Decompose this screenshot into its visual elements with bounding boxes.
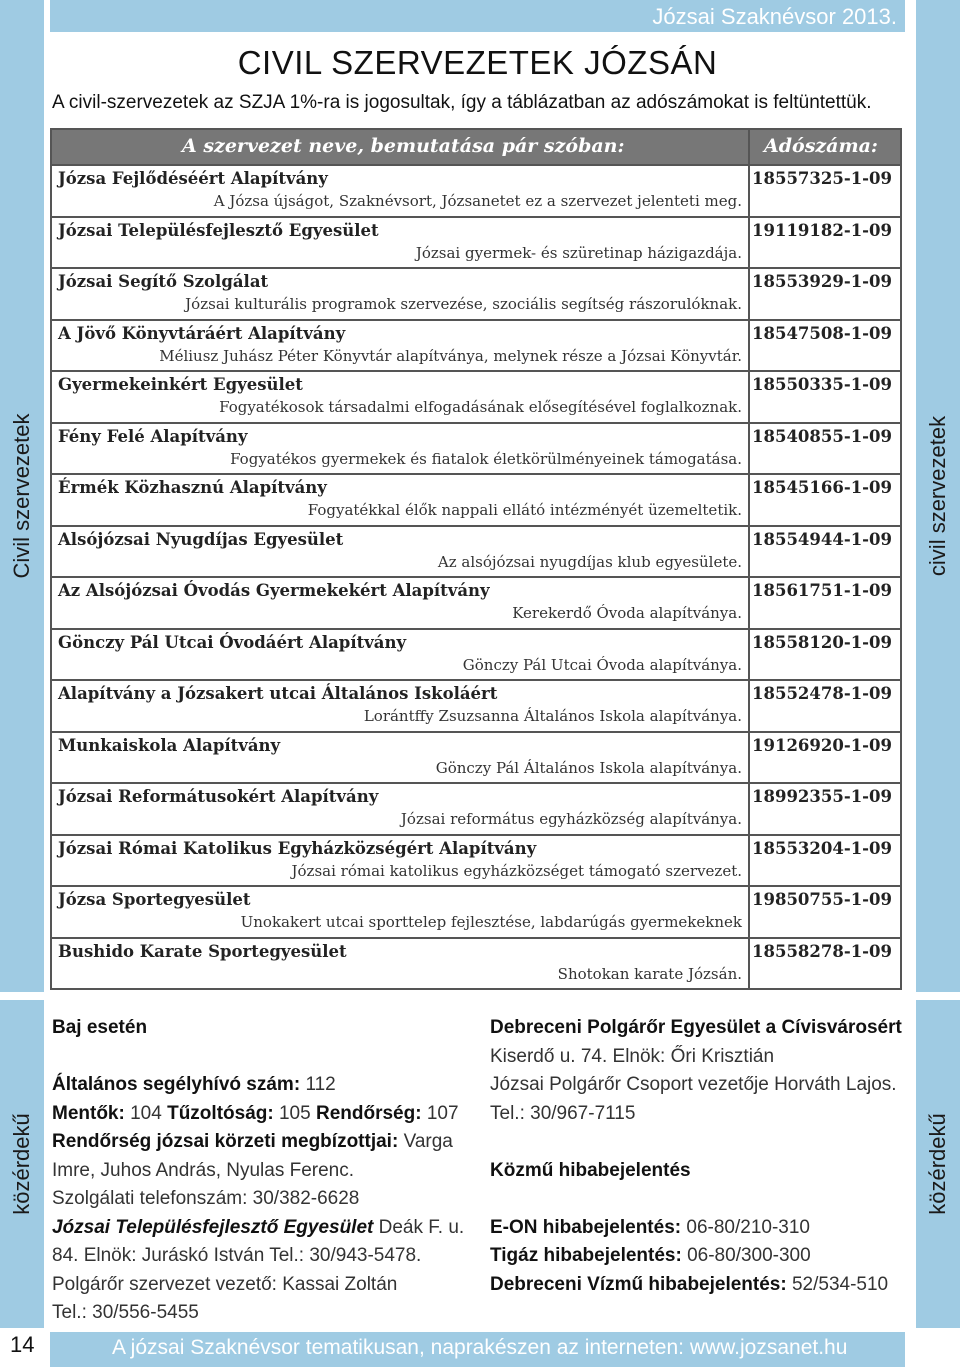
org-tax-number: 19850755-1-09 (752, 890, 892, 909)
org-description: Az alsójózsai nyugdíjas klub egyesülete. (437, 552, 742, 571)
org-tax-number: 19119182-1-09 (752, 220, 892, 240)
intro-text: A civil-szervezetek az SZJA 1%-ra is jogosultak, így a táblázatban az adószámokat is feltüntettük. (52, 92, 872, 113)
org-name: Gyermekeinkért Egyesület (58, 375, 303, 394)
service-phone: Szolgálati telefonszám: 30/382-6628 (52, 1188, 360, 1209)
org-description: Unokakert utcai sporttelep fejlesztése, labdarúgás gyermekeknek (240, 913, 742, 931)
org-tax-number: 18558278-1-09 (752, 941, 892, 961)
table-row (52, 267, 900, 319)
org-tax-number: 18550335-1-09 (752, 375, 892, 394)
table-row (52, 679, 900, 731)
table-row (52, 422, 900, 474)
left-bottom-tab (0, 1000, 44, 1328)
footer-text: A józsai Szaknévsor tematikusan, naprakészen az interneten: www.jozsanet.hu (112, 1336, 848, 1359)
table-row (52, 216, 900, 268)
tigaz-label: Tigáz hibabejelentés: (490, 1245, 682, 1266)
footer-band (50, 1332, 905, 1367)
org-description: Józsai római katolikus egyházközséget támogató szervezet. (291, 861, 742, 880)
left-bottom-tab-label: közérdekű (9, 1113, 34, 1215)
org-description: Fogyatékkal élők nappali ellátó intézményét üzemeltetik. (307, 501, 742, 519)
guard-org-address: Kiserdő u. 74. Elnök: Őri Krisztián (490, 1045, 775, 1067)
guard-org-name: Debreceni Polgárőr Egyesület a Cívisvárosért (490, 1017, 902, 1038)
table-row (52, 885, 900, 937)
right-side-tab-label: civil szervezetek (925, 415, 950, 577)
org-name: Józsai Segítő Szolgálat (58, 272, 269, 291)
org-description: Fogyatékos gyermekek és fiatalok életkörülményeinek támogatása. (230, 449, 742, 468)
emergency-heading: Baj esetén (52, 1017, 148, 1038)
column-header-name: A szervezet neve, bemutatása pár szóban: (182, 135, 625, 157)
ambulance-number: 104 (130, 1102, 162, 1124)
org-name: Alsójózsai Nyugdíjas Egyesület (58, 529, 344, 549)
table-row (52, 370, 900, 422)
local-police-label: Rendőrség józsai körzeti megbízottjai: (52, 1131, 399, 1152)
left-side-tab (0, 0, 44, 992)
fire-number: 105 (278, 1102, 311, 1124)
org-tax-number: 18558120-1-09 (752, 632, 892, 652)
org-name: Az Alsójózsai Óvodás Gyermekekért Alapítvány (58, 581, 490, 600)
org-tax-number: 18540855-1-09 (752, 426, 892, 446)
org-name: Bushido Karate Sportegyesület (58, 941, 347, 961)
guard-leader: Polgárőr szervezet vezető: Kassai Zoltán (52, 1273, 398, 1295)
page-title: CIVIL SZERVEZETEK JÓZSÁN (237, 44, 718, 81)
org-description: Shotokan karate Józsán. (557, 964, 742, 983)
org-description: Józsai gyermek- és szüretinap házigazdája. (415, 243, 742, 262)
table-row (52, 164, 900, 216)
org-description: A Józsa újságot, Szaknévsort, Józsanetet ez a szervezet jelenteti meg. (213, 192, 742, 210)
tfe-label: Józsai Településfejlesztő Egyesület (52, 1216, 374, 1238)
header-band (50, 0, 905, 32)
org-tax-number: 18545166-1-09 (752, 478, 892, 497)
org-description: Gönczy Pál Általános Iskola alapítványa. (435, 758, 742, 777)
left-side-tab-label: Civil szervezetek (9, 413, 34, 579)
eon-label: E-ON hibabejelentés: (490, 1216, 682, 1238)
right-side-tab (916, 0, 960, 992)
org-name: Gönczy Pál Utcai Óvodáért Alapítvány (58, 632, 407, 652)
organizations-table (50, 128, 902, 990)
guard-and-utility-info (490, 1014, 910, 1299)
org-tax-number: 18552478-1-09 (752, 684, 892, 703)
org-tax-number: 18561751-1-09 (752, 581, 892, 600)
table-row (52, 319, 900, 371)
emergency-info (52, 1014, 472, 1328)
water-number: 52/534-510 (791, 1273, 889, 1295)
guard-org-phone: Tel.: 30/967-7115 (490, 1102, 636, 1124)
ambulance-label: Mentők: (52, 1102, 125, 1124)
page-number: 14 (10, 1332, 35, 1357)
fire-label: Tűzoltóság: (167, 1102, 274, 1124)
table-row (52, 628, 900, 680)
org-description: Méliusz Juhász Péter Könyvtár alapítványa, melynek része a Józsai Könyvtár. (159, 346, 742, 365)
org-name: A Jövő Könyvtáráért Alapítvány (58, 323, 346, 343)
table-row (52, 782, 900, 834)
table-row (52, 937, 900, 989)
org-tax-number: 18557325-1-09 (752, 169, 892, 188)
guard-phone: Tel.: 30/556-5455 (52, 1302, 199, 1323)
org-description: Lorántffy Zsuzsanna Általános Iskola alapítványa. (363, 707, 742, 725)
table-row (52, 834, 900, 886)
table-row (52, 576, 900, 628)
table-row (52, 731, 900, 783)
right-bottom-tab-label: közérdekű (925, 1113, 950, 1215)
org-name: Józsai Reformátusokért Alapítvány (58, 787, 379, 806)
general-emergency-number: 112 (305, 1074, 336, 1095)
org-name: Józsa Sportegyesület (58, 890, 251, 909)
table-row (52, 525, 900, 577)
org-tax-number: 18547508-1-09 (752, 323, 892, 343)
org-name: Józsai Római Katolikus Egyházközségért Alapítvány (58, 838, 537, 858)
eon-number: 06-80/210-310 (686, 1216, 810, 1238)
utility-heading: Közmű hibabejelentés (490, 1159, 691, 1181)
series-title: Józsai Szaknévsor 2013. (652, 4, 897, 29)
tigaz-number: 06-80/300-300 (687, 1245, 811, 1266)
org-description: Kerekerdő Óvoda alapítványa. (512, 604, 742, 622)
org-description: Gönczy Pál Utcai Óvoda alapítványa. (462, 655, 742, 674)
guard-group-leader: Józsai Polgárőr Csoport vezetője Horváth Lajos. (490, 1074, 897, 1095)
org-name: Alapítvány a Józsakert utcai Általános Iskoláért (58, 684, 498, 703)
column-header-tax: Adószáma: (764, 135, 878, 157)
org-description: Fogyatékosok társadalmi elfogadásának elősegítésével foglalkoznak. (219, 398, 742, 416)
org-tax-number: 18553929-1-09 (752, 272, 892, 291)
local-police-names: Varga Imre, Juhos András, Nyulas Ferenc. (52, 1131, 453, 1181)
org-tax-number: 19126920-1-09 (752, 735, 892, 755)
org-name: Fény Felé Alapítvány (58, 426, 248, 446)
org-tax-number: 18992355-1-09 (752, 787, 892, 806)
org-description: Józsai kulturális programok szervezése, szociális segítség rászorulóknak. (185, 295, 742, 313)
org-name: Érmék Közhasznú Alapítvány (58, 478, 327, 497)
org-description: Józsai református egyházközség alapítványa. (400, 810, 742, 828)
table-header (52, 130, 900, 164)
right-bottom-tab (916, 1000, 960, 1328)
general-emergency-label: Általános segélyhívó szám: (52, 1074, 301, 1095)
police-label: Rendőrség: (315, 1102, 422, 1124)
org-name: Józsai Településfejlesztő Egyesület (58, 220, 379, 240)
water-label: Debreceni Vízmű hibabejelentés: (490, 1273, 787, 1295)
org-tax-number: 18553204-1-09 (752, 838, 892, 858)
tfe-details: Deák F. u. 84. Elnök: Juráskó István Tel.: 30/943-5478. (52, 1216, 465, 1266)
org-tax-number: 18554944-1-09 (752, 529, 892, 549)
police-number: 107 (426, 1102, 459, 1124)
table-row (52, 473, 900, 525)
org-name: Munkaiskola Alapítvány (58, 735, 281, 755)
org-name: Józsa Fejlődéséért Alapítvány (58, 169, 328, 188)
